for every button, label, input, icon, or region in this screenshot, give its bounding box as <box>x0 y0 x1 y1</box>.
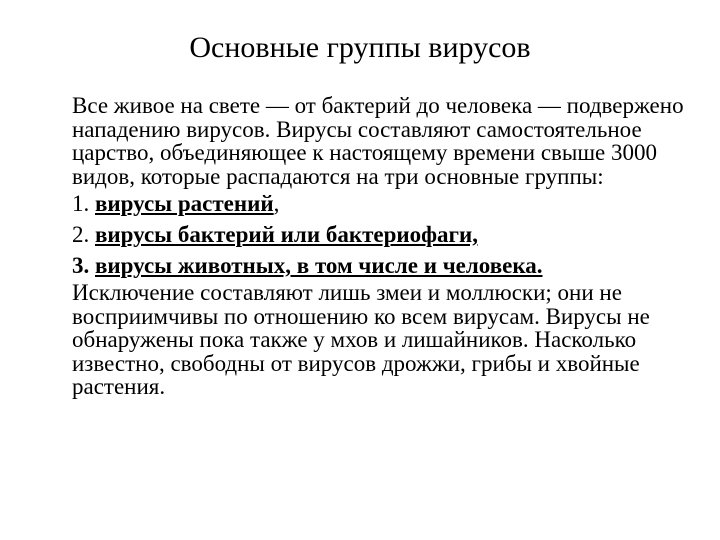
list-item-1 <box>72 188 692 219</box>
list-item-3 <box>72 250 692 281</box>
intro-paragraph: Все живое на свете — от бактерий до человека — подвержено нападению вирусов. Вирусы составляют самостоятельное царство, объединяющее к настоящему времени свыше 3000 видов, которые распадаются на три основные группы: <box>72 93 684 189</box>
list-item-3-number: 3. <box>72 253 95 278</box>
list-item-2-emphasis: вирусы бактерий или бактериофаги, <box>95 222 478 247</box>
list-item-2 <box>72 219 692 250</box>
outro-paragraph: Исключение составляют лишь змеи и моллюски; они не восприимчивы по отношению ко всем вирусам. Вирусы не обнаружены пока также у мхов и лишайников. Насколько известно, свободны от вирусов дрожжи, грибы и хвойные растения. <box>72 280 650 399</box>
list-item-3-emphasis: вирусы животных, в том числе и человека. <box>95 253 543 278</box>
list-item-1-suffix: , <box>273 191 280 216</box>
list-item-1-number: 1. <box>72 191 95 216</box>
slide-title: Основные группы вирусов <box>189 31 531 64</box>
list-item-1-emphasis: вирусы растений <box>95 191 274 216</box>
list-item-2-number: 2. <box>72 222 95 247</box>
slide-body <box>72 94 692 399</box>
